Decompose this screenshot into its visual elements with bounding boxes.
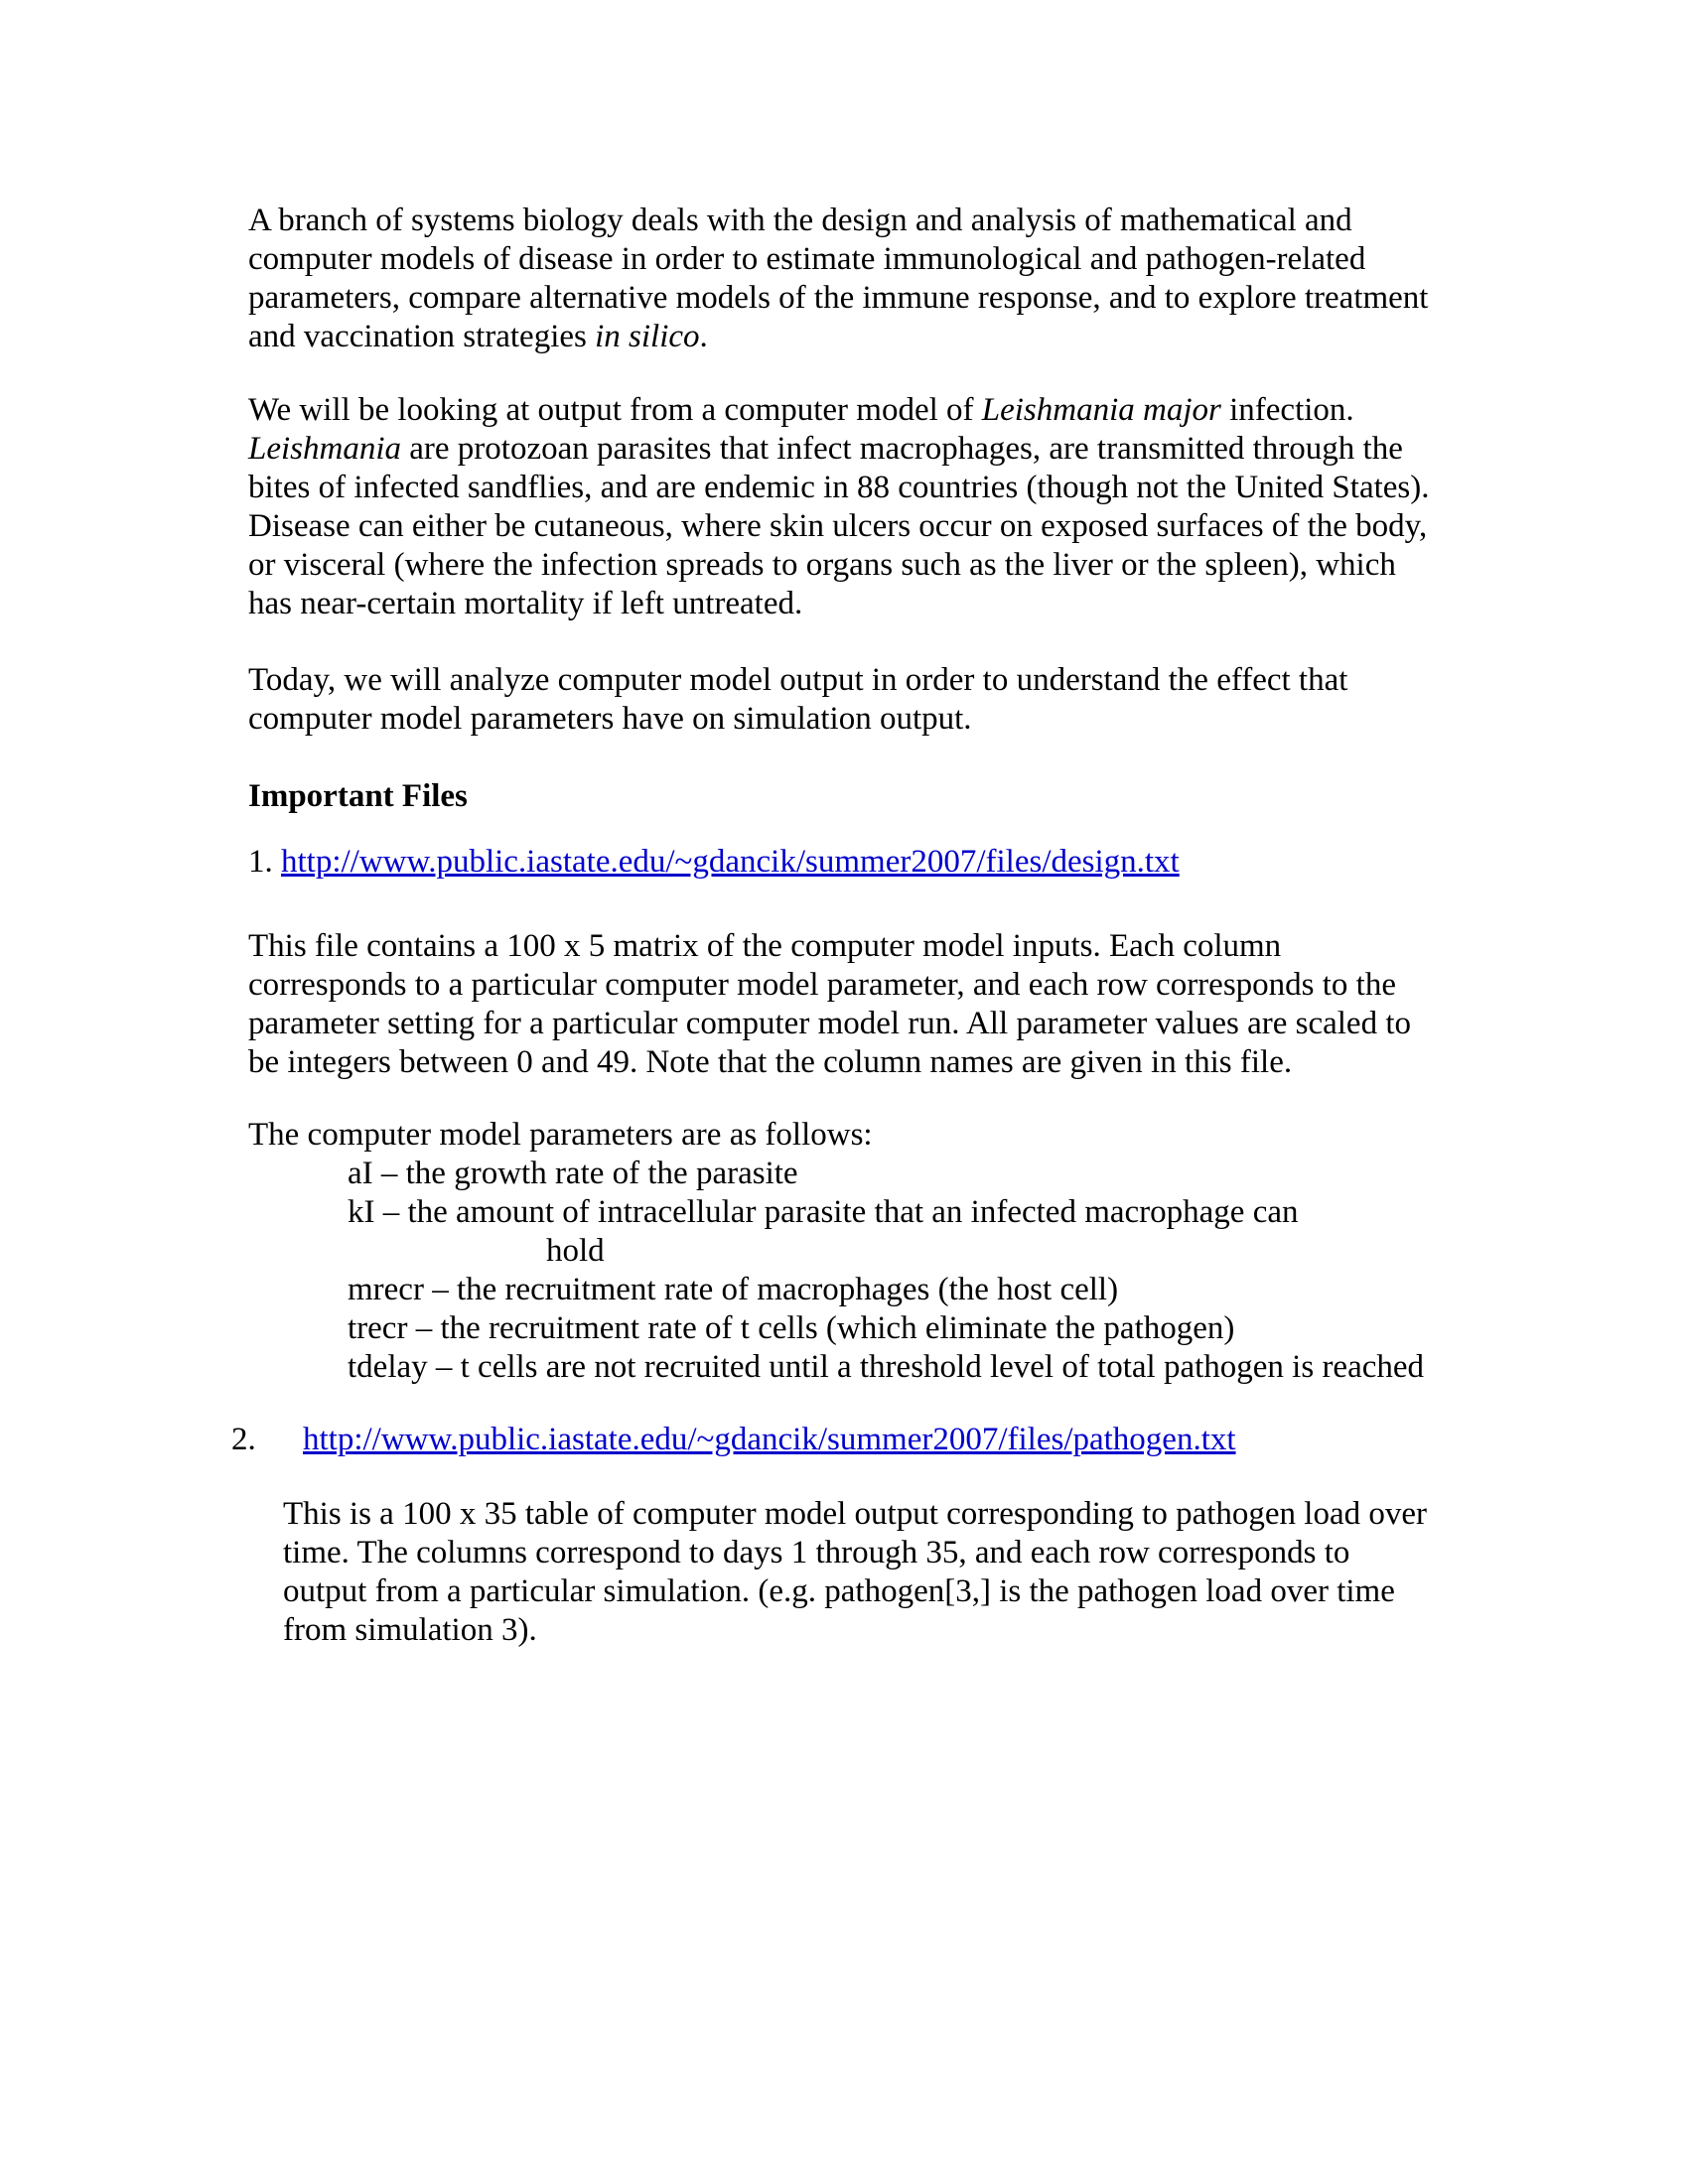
paragraph-leishmania-background: [248, 391, 1440, 623]
paragraph-systems-biology-intro: [248, 202, 1440, 356]
italic-text-run: Leishmania major: [981, 392, 1221, 428]
param-kI: kI – the amount of intracellular parasite that an infected macrophage can: [348, 1194, 1299, 1230]
heading-important-files: Important Files: [248, 778, 468, 814]
italic-text-run: in silico: [595, 319, 700, 354]
paragraph-pathogen-file-description: This is a 100 x 35 table of computer model output corresponding to pathogen load over time. The columns correspond to days 1 through 35, and each row corresponds to output from a particular simulation. (e.g. pathogen[3,] is the pathogen load over time from simulation 3).: [283, 1496, 1428, 1648]
param-kI-continuation: hold: [546, 1233, 605, 1269]
text-run: are protozoan parasites that infect macrophages, are transmitted through the bites of infected sandflies, and are endemic in 88 countries (though not the United States). Disease can either be cutaneous, where skin ulcers occur on exposed surfaces of the body, or visceral (where the infection spreads to organs such as the liver or the spleen), which has near-certain mortality if left untreated.: [248, 431, 1430, 621]
file-item-1-number: 1.: [248, 844, 273, 880]
file-item-1: [248, 843, 1440, 882]
document-content: [231, 202, 1440, 1650]
pathogen-txt-link[interactable]: http://www.public.iastate.edu/~gdancik/summer2007/files/pathogen.txt: [303, 1422, 1236, 1457]
param-mrecr: mrecr – the recruitment rate of macrophages (the host cell): [348, 1272, 1119, 1307]
design-txt-link[interactable]: http://www.public.iastate.edu/~gdancik/summer2007/files/design.txt: [281, 844, 1180, 880]
parameters-section: [248, 1116, 1440, 1387]
file-item-2-number: 2.: [231, 1422, 256, 1457]
text-run: A branch of systems biology deals with the design and analysis of mathematical and computer models of disease in order to estimate immunological and pathogen-related parameters, compare alternative models of the immune response, and to explore treatment and vaccination strategies: [248, 203, 1429, 354]
param-aI: aI – the growth rate of the parasite: [348, 1156, 798, 1191]
parameters-intro-line: The computer model parameters are as follows:: [248, 1117, 873, 1153]
param-tdelay: tdelay – t cells are not recruited until a threshold level of total pathogen is reached: [348, 1349, 1425, 1385]
file-item-2: [231, 1421, 1440, 1459]
italic-text-run: Leishmania: [248, 431, 402, 467]
paragraph-design-file-description: This file contains a 100 x 5 matrix of the computer model inputs. Each column corresponds to a particular computer model parameter, and each row corresponds to the parameter setting for a particular computer model run. All parameter values are scaled to be integers between 0 and 49. Note that the column names are given in this file.: [248, 928, 1412, 1080]
text-run: infection.: [1220, 392, 1354, 428]
paragraph-todays-goal: Today, we will analyze computer model output in order to understand the effect that computer model parameters have on simulation output.: [248, 662, 1348, 737]
text-run: .: [699, 319, 708, 354]
text-run: We will be looking at output from a computer model of: [248, 392, 982, 428]
param-trecr: trecr – the recruitment rate of t cells (which eliminate the pathogen): [348, 1310, 1235, 1346]
